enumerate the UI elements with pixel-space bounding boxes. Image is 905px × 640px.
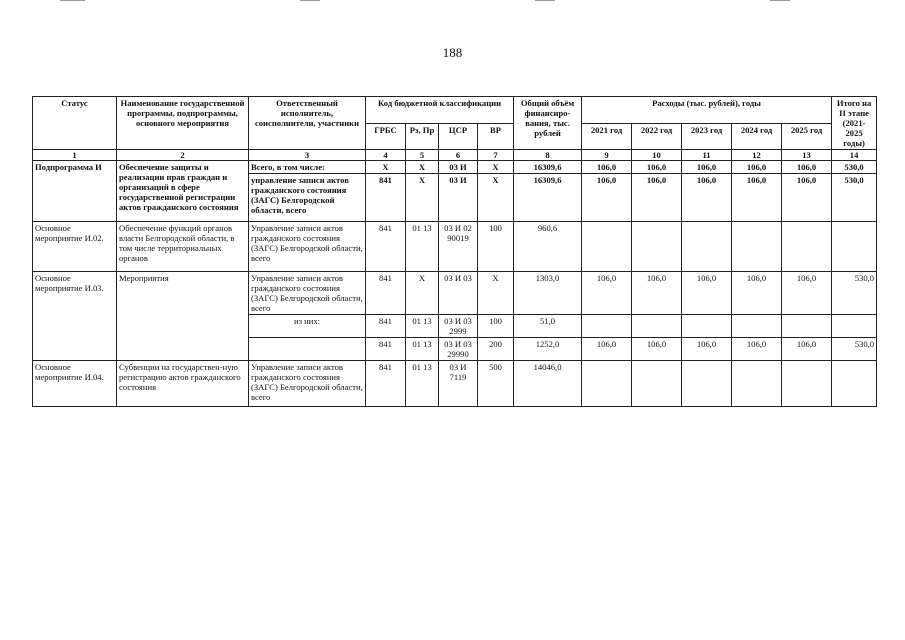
header-status: Статус: [33, 97, 117, 150]
cell-year: 106,0: [782, 161, 832, 174]
cell-year: [682, 222, 732, 272]
header-total-funding: Общий объём финансиро-вания, тыс. рублей: [514, 97, 582, 150]
col-number: 13: [782, 150, 832, 161]
cell-year: [732, 315, 782, 338]
cell-total: 16309,6: [514, 174, 582, 222]
row-executor: управление записи актов гражданского состояния (ЗАГС) Белгородской области, всего: [249, 174, 366, 222]
row-name: Субвенции на государствен-ную регистрацию актов гражданского состояния: [117, 361, 249, 407]
cell-year: 106,0: [732, 174, 782, 222]
cell-grbs: 841: [366, 174, 406, 222]
cell-year: 106,0: [732, 161, 782, 174]
cell-year: [732, 222, 782, 272]
cell-year: 106,0: [782, 338, 832, 361]
cell-year: 106,0: [732, 338, 782, 361]
header-name: Наименование государственной программы, подпрограммы, основного мероприятия: [117, 97, 249, 150]
cell-year: 106,0: [732, 272, 782, 315]
cell-vr: X: [478, 272, 514, 315]
cell-vr: X: [478, 174, 514, 222]
cell-year: 106,0: [682, 174, 732, 222]
col-number: 1: [33, 150, 117, 161]
cell-rzpr: X: [406, 272, 439, 315]
row-executor: Всего, в том числе:: [249, 161, 366, 174]
table-row: [33, 272, 877, 315]
cell-year: [632, 222, 682, 272]
cell-vr: 500: [478, 361, 514, 407]
cell-stage-total: 530,0: [832, 161, 877, 174]
cell-total: 14046,0: [514, 361, 582, 407]
header-expenses: Расходы (тыс. рублей), годы: [582, 97, 832, 124]
cell-rzpr: X: [406, 174, 439, 222]
row-executor: Управление записи актов гражданского состояния (ЗАГС) Белгородской области, всего: [249, 272, 366, 315]
cell-stage-total: 530,0: [832, 174, 877, 222]
cell-year: [632, 361, 682, 407]
row-name: Обеспечение защиты и реализации прав граждан и организаций в сфере государственной регистрации актов гражданского состояния: [117, 161, 249, 222]
cell-grbs: 841: [366, 222, 406, 272]
cell-year: 106,0: [682, 161, 732, 174]
cell-year: 106,0: [782, 272, 832, 315]
cell-year: 106,0: [582, 272, 632, 315]
header-year: 2021 год: [582, 123, 632, 150]
cell-year: [582, 222, 632, 272]
cell-year: 106,0: [632, 174, 682, 222]
cell-vr: 100: [478, 315, 514, 338]
cell-year: 106,0: [582, 174, 632, 222]
cell-stage-total: 530,0: [832, 272, 877, 315]
cell-grbs: 841: [366, 315, 406, 338]
header-vr: ВР: [478, 123, 514, 150]
cell-year: [632, 315, 682, 338]
cell-total: 1303,0: [514, 272, 582, 315]
cell-csr: 03 И 03 2999: [439, 315, 478, 338]
cell-stage-total: [832, 315, 877, 338]
cell-stage-total: [832, 222, 877, 272]
row-status: Основное мероприятие И.02.: [33, 222, 117, 272]
cell-rzpr: 01 13: [406, 361, 439, 407]
header-rzpr: Рз, Пр: [406, 123, 439, 150]
col-number: 9: [582, 150, 632, 161]
cell-grbs: 841: [366, 361, 406, 407]
cell-grbs: 841: [366, 272, 406, 315]
cell-year: 106,0: [582, 338, 632, 361]
cell-rzpr: X: [406, 161, 439, 174]
budget-table: [32, 96, 877, 407]
row-executor: [249, 338, 366, 361]
header-csr: ЦСР: [439, 123, 478, 150]
cell-csr: 03 И 02 90019: [439, 222, 478, 272]
col-number: 2: [117, 150, 249, 161]
cell-vr: 100: [478, 222, 514, 272]
cell-year: [782, 315, 832, 338]
header-year: 2024 год: [732, 123, 782, 150]
header-year: 2023 год: [682, 123, 732, 150]
cell-csr: 03 И 03: [439, 272, 478, 315]
cell-total: 960,6: [514, 222, 582, 272]
row-name: Мероприятия: [117, 272, 249, 361]
cell-csr: 03 И 03 29990: [439, 338, 478, 361]
scan-edge-mark: [60, 0, 85, 1]
cell-year: 106,0: [632, 161, 682, 174]
header-executor: Ответственный исполнитель, соисполнители, участники: [249, 97, 366, 150]
header-year: 2022 год: [632, 123, 682, 150]
cell-total: 16309,6: [514, 161, 582, 174]
cell-total: 51,0: [514, 315, 582, 338]
header-grbs: ГРБС: [366, 123, 406, 150]
col-number: 8: [514, 150, 582, 161]
scan-edge-mark: [770, 0, 790, 1]
header-budget-code: Код бюджетной классификации: [366, 97, 514, 124]
table-row: [33, 222, 877, 272]
table-row: [33, 361, 877, 407]
scan-edge-mark: [535, 0, 555, 1]
cell-year: [782, 361, 832, 407]
cell-year: [732, 361, 782, 407]
cell-rzpr: 01 13: [406, 315, 439, 338]
table-row: [33, 161, 877, 174]
cell-total: 1252,0: [514, 338, 582, 361]
page-number: 188: [442, 45, 463, 60]
cell-year: [782, 222, 832, 272]
cell-grbs: 841: [366, 338, 406, 361]
column-number-row: [33, 150, 877, 161]
cell-vr: X: [478, 161, 514, 174]
col-number: 10: [632, 150, 682, 161]
cell-year: 106,0: [632, 338, 682, 361]
cell-rzpr: 01 13: [406, 338, 439, 361]
header-year: 2025 год: [782, 123, 832, 150]
cell-year: 106,0: [782, 174, 832, 222]
cell-vr: 200: [478, 338, 514, 361]
cell-stage-total: 530,0: [832, 338, 877, 361]
cell-rzpr: 01 13: [406, 222, 439, 272]
row-status: Основное мероприятие И.03.: [33, 272, 117, 361]
cell-csr: 03 И: [439, 174, 478, 222]
cell-csr: 03 И: [439, 161, 478, 174]
cell-grbs: X: [366, 161, 406, 174]
scan-edge-mark: [300, 0, 320, 1]
row-executor: из них:: [249, 315, 366, 338]
cell-year: [582, 315, 632, 338]
cell-year: [682, 315, 732, 338]
row-status: Основное мероприятие И.04.: [33, 361, 117, 407]
col-number: 4: [366, 150, 406, 161]
col-number: 5: [406, 150, 439, 161]
col-number: 7: [478, 150, 514, 161]
col-number: 3: [249, 150, 366, 161]
cell-year: [682, 361, 732, 407]
row-name: Обеспечение функций органов власти Белгородской области, в том числе территориальных органов: [117, 222, 249, 272]
row-executor: Управление записи актов гражданского состояния (ЗАГС) Белгородской области, всего: [249, 222, 366, 272]
col-number: 14: [832, 150, 877, 161]
cell-csr: 03 И 7119: [439, 361, 478, 407]
cell-year: 106,0: [682, 338, 732, 361]
col-number: 11: [682, 150, 732, 161]
cell-year: 106,0: [682, 272, 732, 315]
cell-year: [582, 361, 632, 407]
cell-stage-total: [832, 361, 877, 407]
row-executor: Управление записи актов гражданского состояния (ЗАГС) Белгородской области, всего: [249, 361, 366, 407]
row-status: Подпрограмма И: [33, 161, 117, 222]
cell-year: 106,0: [582, 161, 632, 174]
cell-year: 106,0: [632, 272, 682, 315]
header-row-1: [33, 97, 877, 124]
header-stage-total: Итого на II этапе (2021-2025 годы): [832, 97, 877, 150]
col-number: 6: [439, 150, 478, 161]
col-number: 12: [732, 150, 782, 161]
